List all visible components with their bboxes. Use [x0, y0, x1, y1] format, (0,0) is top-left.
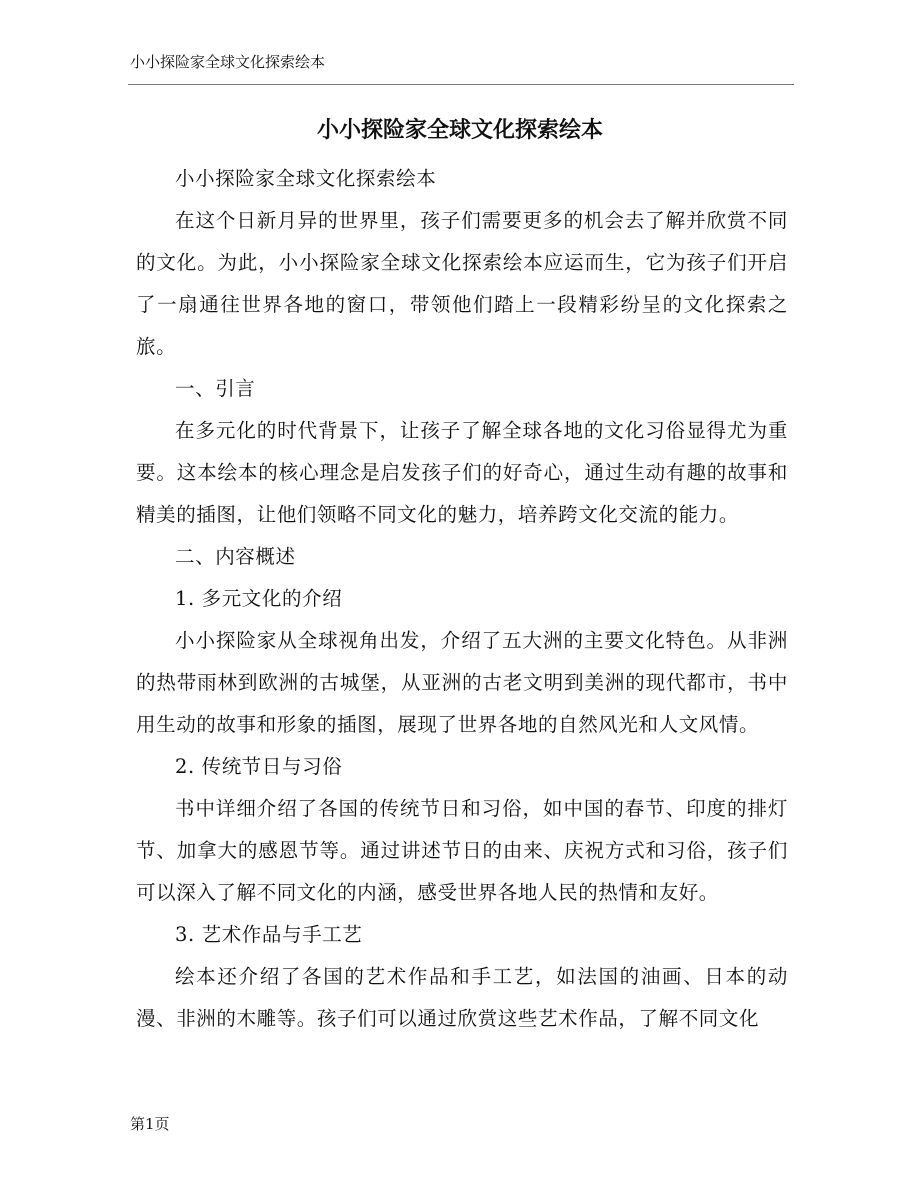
- paragraph-intro: 在这个日新月异的世界里，孩子们需要更多的机会去了解并欣赏不同的文化。为此，小小探险家全球文化探索绘本应运而生，它为孩子们开启了一扇通往世界各地的窗口，带领他们踏上一段精彩纷呈的文化探索之旅。: [136, 209, 788, 358]
- subheading-multicultural: 1. 多元文化的介绍: [175, 587, 343, 610]
- section-heading-overview: 二、内容概述: [175, 545, 296, 568]
- document-title: 小小探险家全球文化探索绘本: [316, 117, 603, 143]
- paragraph-multicultural: 小小探险家从全球视角出发，介绍了五大洲的主要文化特色。从非洲的热带雨林到欧洲的古城堡，从亚洲的古老文明到美洲的现代都市，书中用生动的故事和形象的插图，展现了世界各地的自然风光和人文风情。: [136, 629, 788, 736]
- paragraph-introduction: 在多元化的时代背景下，让孩子了解全球各地的文化习俗显得尤为重要。这本绘本的核心理念是启发孩子们的好奇心，通过生动有趣的故事和精美的插图，让他们领略不同文化的魅力，培养跨文化交流的能力。: [136, 419, 788, 526]
- page-number: 第1页: [130, 1115, 170, 1133]
- subheading-arts: 3. 艺术作品与手工艺: [175, 923, 363, 946]
- subheading-festivals: 2. 传统节日与习俗: [175, 755, 343, 778]
- document-body: [136, 158, 788, 1040]
- section-heading-introduction: 一、引言: [175, 377, 256, 400]
- paragraph-festivals: 书中详细介绍了各国的传统节日和习俗，如中国的春节、印度的排灯节、加拿大的感恩节等。通过讲述节日的由来、庆祝方式和习俗，孩子们可以深入了解不同文化的内涵，感受世界各地人民的热情和友好。: [136, 797, 788, 904]
- header-divider: [128, 84, 794, 85]
- paragraph-subtitle: 小小探险家全球文化探索绘本: [175, 167, 437, 190]
- running-header: 小小探险家全球文化探索绘本: [130, 53, 326, 71]
- paragraph-arts: 绘本还介绍了各国的艺术作品和手工艺，如法国的油画、日本的动漫、非洲的木雕等。孩子们可以通过欣赏这些艺术作品，了解不同文化: [136, 965, 788, 1030]
